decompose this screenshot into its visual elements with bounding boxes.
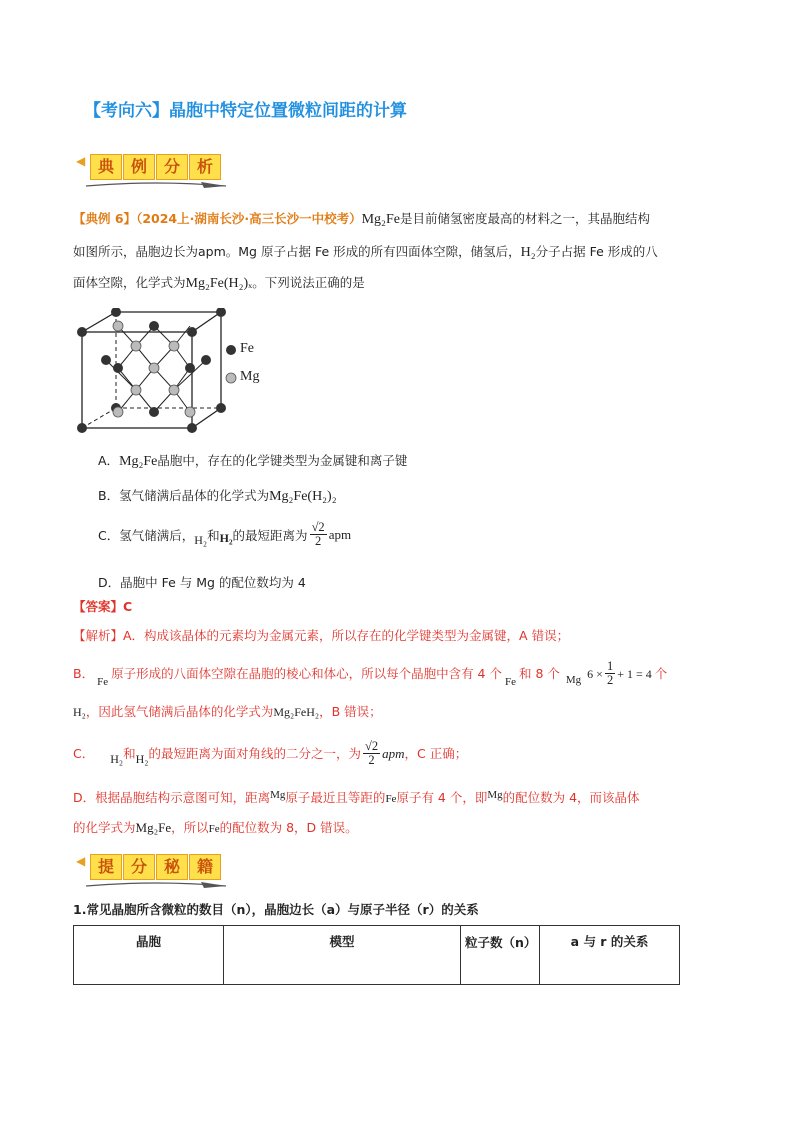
analysis-d-line-2 — [73, 818, 358, 839]
analysis-c-line — [73, 740, 467, 767]
example-tag: 【典例 6】 — [73, 211, 137, 226]
fe-atom — [111, 308, 121, 317]
table-header-cell: 模型 — [224, 926, 461, 985]
option-c-h2b: H₂ — [219, 531, 233, 545]
option-a-text: 晶胞中，存在的化学键类型为金属键和离子键 — [157, 453, 408, 468]
badge1-char-1: 典 — [90, 154, 122, 180]
analysis-b-calc-post: + 1 = 4 — [617, 666, 652, 681]
legend-mg-dot — [226, 373, 236, 383]
analysis-d1-a: D．根据晶胞结构示意图可知，距离 — [73, 790, 271, 805]
analysis-d2-fe: Fe — [208, 823, 220, 835]
mg-atom — [169, 385, 179, 395]
option-c-prefix: C．氢气储满后， — [98, 527, 195, 543]
analysis-d2-b: ，所以 — [171, 820, 209, 835]
analysis-c-and: 和 — [123, 745, 136, 761]
badge1-char-2: 例 — [123, 154, 155, 180]
relation-table — [73, 925, 680, 985]
line3-text-b: 。下列说法正确的是 — [252, 275, 365, 290]
option-c-frac-den: 2 — [315, 534, 322, 548]
analysis-c-h2b: H₂ — [135, 751, 149, 766]
fe-atom — [113, 363, 123, 373]
legend — [226, 345, 236, 383]
fe-atom — [149, 407, 159, 417]
legend-fe-label: Fe — [240, 341, 254, 356]
example-analysis-badge — [76, 150, 236, 192]
badge1-char-4: 析 — [189, 154, 221, 180]
legend-mg-label: Mg — [240, 369, 260, 384]
option-c-frac-num: √2 — [311, 520, 325, 534]
line2-text-b: 分子占据 Fe 形成的八 — [535, 244, 658, 259]
h2-formula: H₂ — [520, 245, 536, 260]
analysis-b2-text: ，因此氢气储满后晶体的化学式为 — [85, 704, 274, 719]
line1-tail: 是目前储氢密度最高的材料之一，其晶胞结构 — [399, 211, 650, 226]
answer: 【答案】C — [73, 599, 133, 614]
analysis-d1-b: 原子最近且等距的 — [285, 790, 386, 805]
analysis-b-frac-num: 1 — [606, 659, 614, 673]
option-c-and: 和 — [207, 527, 220, 543]
example-line-1 — [73, 209, 650, 230]
analysis-c-frac-den: 2 — [368, 753, 375, 767]
analysis-d1-mg: Mg — [270, 789, 286, 801]
mg-atom — [149, 363, 159, 373]
fe-atom — [187, 327, 197, 337]
table-header-cell: 晶胞 — [74, 926, 224, 985]
analysis-d2-c: 的配位数为 8，D 错误。 — [219, 820, 358, 835]
option-c-h2a: H₂ — [194, 533, 208, 547]
line3-text-a: 面体空隙，化学式为 — [73, 275, 186, 290]
mg-atom — [169, 341, 179, 351]
fe-atom — [185, 363, 195, 373]
table-header-cell: 粒子数（n） — [461, 926, 540, 985]
mg-atom — [185, 407, 195, 417]
option-a-prefix: A． — [98, 453, 120, 468]
option-b[interactable] — [98, 486, 337, 505]
analysis-d-line-1 — [73, 788, 640, 809]
fe-atom — [187, 423, 197, 433]
line2-text-a: 如图所示，晶胞边长为apm。Mg 原子占据 Fe 形成的所有四面体空隙，储氢后， — [73, 244, 521, 259]
analysis-d1-c: 原子有 4 个，即 — [396, 790, 488, 805]
fe-atom — [77, 423, 87, 433]
analysis-b2-h2: H₂ — [73, 705, 86, 719]
analysis-b-line-1 — [73, 660, 667, 687]
mg-atom — [131, 385, 141, 395]
analysis-d2-formula: Mg₂Fe — [135, 820, 172, 835]
analysis-d1-fe: Fe — [385, 793, 397, 805]
analysis-b-text1: 原子形成的八面体空隙在晶胞的棱心和体心，所以每个晶胞中含有 4 个 — [111, 665, 502, 681]
fe-atom — [77, 327, 87, 337]
option-c-unit: apm — [328, 526, 352, 542]
formula-stored: Mg₂Fe(H₂)ₓ — [185, 276, 253, 291]
analysis-b2-tail: ，B 错误； — [319, 704, 382, 719]
analysis-c-label: C． — [73, 745, 95, 761]
analysis-b-label: B． — [73, 665, 95, 681]
mg-atom — [113, 407, 123, 417]
option-c[interactable] — [98, 521, 351, 548]
example-source: （2024上·湖南长沙·高三长沙一中校考） — [136, 211, 362, 226]
table-header-cell: a 与 r 的关系 — [540, 926, 680, 985]
badge2-char-2: 分 — [123, 854, 155, 880]
option-a-formula: Mg₂Fe — [119, 454, 158, 469]
fe-atom — [201, 355, 211, 365]
mg-atom — [113, 321, 123, 331]
analysis-c-text: 的最短距离为面对角线的二分之一，为 — [148, 745, 361, 761]
analysis-c-tail: ，C 正确； — [404, 745, 468, 761]
fe-atom — [101, 355, 111, 365]
fe-atom — [149, 321, 159, 331]
analysis-b-line-2 — [73, 702, 382, 722]
analysis-line-1: 【解析】A．构成该晶体的元素均为金属元素，所以存在的化学键类型为金属键，A 错误； — [73, 628, 570, 643]
badge2-char-3: 秘 — [156, 854, 188, 880]
analysis-b-mg: Mg — [565, 673, 582, 686]
analysis-c-frac-num: √2 — [364, 739, 379, 753]
table-header-row — [74, 926, 680, 985]
option-a[interactable] — [98, 451, 407, 470]
analysis-c-unit: apm — [382, 745, 405, 761]
formula-mg2fe: Mg₂Fe — [361, 212, 400, 227]
analysis-b-frac-den: 2 — [606, 673, 614, 687]
option-b-prefix: B．氢气储满后晶体的化学式为 — [98, 488, 270, 503]
section-title: 【考向六】晶胞中特定位置微粒间距的计算 — [84, 101, 407, 121]
analysis-b-calc-pre: 6 × — [587, 666, 603, 681]
analysis-d2-a: 的化学式为 — [73, 820, 136, 835]
badge2-char-4: 籍 — [189, 854, 221, 880]
fe-atom — [216, 308, 226, 317]
fe-atom — [216, 403, 226, 413]
analysis-d1-d: 的配位数为 4，而该晶体 — [502, 790, 640, 805]
speaker-icon: ◀ — [76, 854, 86, 868]
swoosh-decoration — [86, 878, 236, 890]
mg-atom — [131, 341, 141, 351]
analysis-c-h2a: H₂ — [110, 751, 124, 766]
badge1-char-3: 分 — [156, 154, 188, 180]
analysis-b-ge: 个 — [654, 665, 668, 681]
swoosh-decoration — [86, 178, 236, 190]
analysis-b2-formula: Mg₂FeH₂ — [273, 705, 320, 719]
example-line-3 — [73, 273, 365, 294]
option-c-mid: 的最短距离为 — [232, 527, 308, 543]
option-b-formula: Mg₂Fe(H₂)₂ — [269, 489, 337, 504]
analysis-b-fe2: Fe — [504, 675, 516, 688]
legend-fe-dot — [226, 345, 236, 355]
speaker-icon: ◀ — [76, 154, 86, 168]
option-d[interactable]: D．晶胞中 Fe 与 Mg 的配位数均为 4 — [98, 575, 306, 590]
analysis-b-and8: 和 8 个 — [518, 665, 560, 681]
score-tips-badge — [76, 850, 236, 892]
relation-title: 1.常见晶胞所含微粒的数目（n），晶胞边长（a）与原子半径（r）的关系 — [73, 902, 479, 917]
badge2-char-1: 提 — [90, 854, 122, 880]
analysis-b-fe: Fe — [97, 675, 109, 688]
analysis-d1-mg2: Mg — [487, 789, 503, 801]
example-line-2 — [73, 242, 658, 263]
